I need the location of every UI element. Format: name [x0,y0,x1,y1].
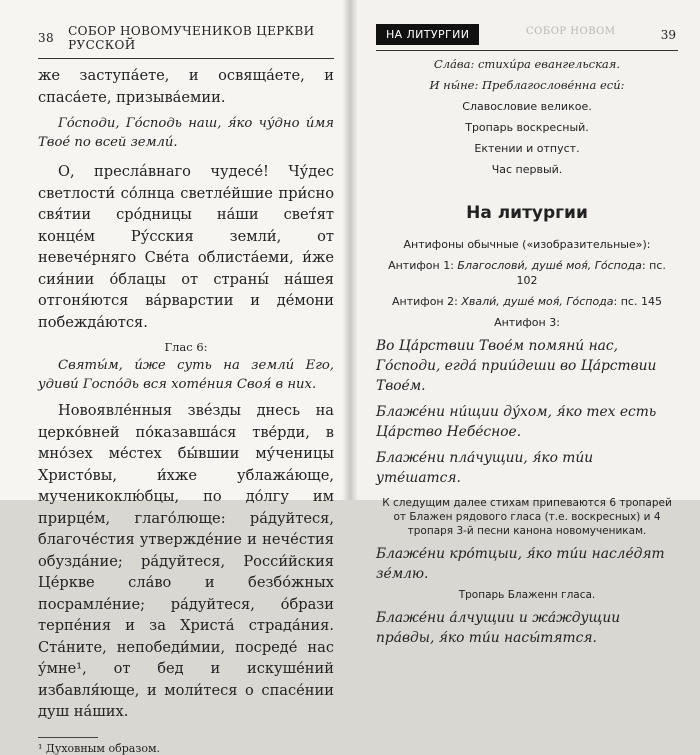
verse-tsarstvii: Во Ца́рствии Твое́м помяни́ нас, Го́споди, егда́ прии́деши во Ца́рствии Твое́м. [376,338,657,394]
right-running-title: НА ЛИТУРГИИ [376,24,479,45]
footnote: ¹ Духовным образом. [38,741,160,755]
section-heading: На литургии [466,203,588,223]
left-paragraph-2: О, преслáвнаго чудесе́! Чу́дес светлости́ со́лнца светле́йшие при́сно свя́тии сро́дницы на́ши свет́ят конце́м Ру́сския земли́, от невече́рняго Све́та облиста́еми, и́же сия́нии о́блацы от страны́ на́шея отгоня́ются ва́рварстии и де́мони побежда́ются. [38,163,334,331]
right-running-header [376,24,678,45]
tropar-blazhenn: Тропарь Блаженн гласа. [458,589,596,601]
footnote-rule [38,737,98,738]
antiphon-1 [376,258,678,288]
right-header-rule [376,50,678,51]
verse-nishchii: Блаже́ни ни́щии ду́хом, я́ко тех есть Ца́рство Небе́сное. [376,404,657,440]
left-verse-1: Го́споди, Го́сподь наш, я́ко чу́дно и́мя Твое́ по всей земли́. [38,116,334,150]
line-i-nyne: И ны́не: Преблагослове́нна еси́: [429,78,625,92]
antiphon-3-label: Антифон 3: [494,316,560,329]
antiphon-2-label: Антифон 2: [392,295,462,308]
bleed-through-text: СОБОР НОВОМ [526,26,616,37]
antiphon-2-text: Хвали́, душе́ моя́, Го́спода [461,295,614,308]
antiphon-1-ref: : пс. 102 [516,259,666,287]
right-page [350,0,700,646]
left-running-header [38,24,334,52]
line-slava: Сла́ва: стихи́ра евангельская. [433,57,621,71]
book-gutter [342,0,358,500]
antiphon-1-text: Благослови́, душе́ моя́, Го́спода [457,259,642,272]
line-slavoslovie: Славословие великое. [462,100,592,113]
antiphons-intro: Антифоны обычные («изобразительные»): [403,238,651,251]
verse-alchushchii: Блаже́ни а́лчущии и жа́ждущии пра́вды, я́ко ти́и насы́тятся. [376,610,621,646]
left-verse-2: Святы́м, и́же суть на земли́ Его, удиви́ Госпо́дь вся хоте́ния Своя́ в них. [38,358,334,392]
antiphon-2 [376,294,678,309]
left-running-title: СОБОР НОВОМУЧЕНИКОВ ЦЕРКВИ РУССКОЙ [68,24,315,52]
antiphon-2-ref: : пс. 145 [613,295,662,308]
left-header-rule [38,58,334,59]
verse-plachushchii: Блаже́ни пла́чущии, я́ко ти́и уте́шатся. [376,450,594,486]
line-tropar: Тропарь воскресный. [465,121,589,134]
left-glas-label: Глас 6: [164,340,208,354]
left-paragraph-1: же заступа́ете, и освяща́ете, и спаса́ете, призыва́емии. [38,67,334,106]
line-ektenii: Ектении и отпуст. [474,142,580,155]
verse-krottsyi: Блаже́ни кро́тцыи, я́ко ти́и насле́дят зе́млю. [376,546,665,582]
antiphon-1-label: Антифон 1: [388,259,458,272]
line-chas: Час первый. [491,163,563,176]
right-page-number: 39 [660,27,676,42]
left-page-number: 38 [38,31,55,45]
left-paragraph-3: Новоявле́нныя звéзды днесь на церко́вней по́казавша́ся тве́рди, в мно́зех ме́стех бы́вшии му́ченицы Христо́вы, и́хже ублажа́юще, мученикоклю́бцы, по до́лгу им прирце́м, глаго́люще: ра́дуйтеся, благоче́стия утвержде́ние и нече́стия обузда́ние; ра́дуйтеся, Росси́йския Це́ркве сла́во и безбо́жных посрамле́ние; ра́дуйтеся, о́брази терпе́ния и за Христа́ страда́ния. Ста́ните, непобеди́мии, посреде́ нас у́мне¹, от бед и искуше́ний избавля́юще, и моли́теся о спасе́нии душ на́ших. [38,402,334,720]
rubric-note: К следущим далее стихам припеваются 6 тропарей от Блажен рядового гласа (т.е. воскресных) и 4 тропаря 3-й песни канона новомученикам. [382,497,672,537]
